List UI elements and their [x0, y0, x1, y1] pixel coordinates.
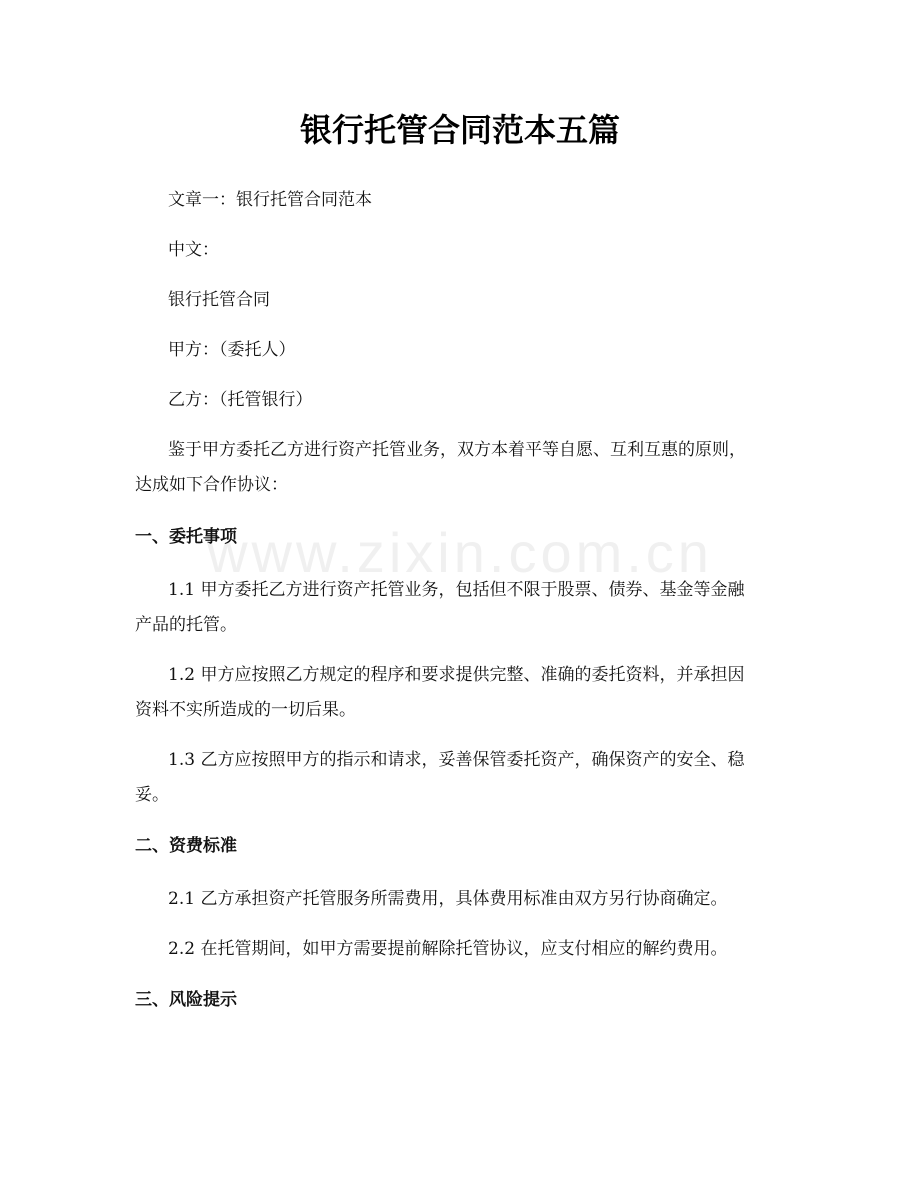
clause-1-2-line-1: 1.2 甲方应按照乙方规定的程序和要求提供完整、准确的委托资料，并承担因 [168, 665, 745, 685]
preamble-line-1: 鉴于甲方委托乙方进行资产托管业务，双方本着平等自愿、互利互惠的原则， [168, 440, 746, 460]
clause-1-3-line-1: 1.3 乙方应按照甲方的指示和请求，妥善保管委托资产，确保资产的安全、稳 [168, 750, 745, 770]
clause-1-2-line-2: 资料不实所造成的一切后果。 [135, 700, 356, 720]
preamble-line-2: 达成如下合作协议： [135, 475, 288, 495]
clause-1-1-line-1: 1.1 甲方委托乙方进行资产托管业务，包括但不限于股票、债券、基金等金融 [168, 580, 745, 600]
clause-2-1: 2.1 乙方承担资产托管服务所需费用，具体费用标准由双方另行协商确定。 [168, 889, 728, 909]
document-title: 银行托管合同范本五篇 [299, 111, 620, 149]
watermark: www.zixin.com.cn [207, 521, 713, 584]
section-heading-2: 二、资费标准 [135, 836, 237, 856]
party-b: 乙方：（托管银行） [168, 390, 313, 410]
section-heading-1: 一、委托事项 [135, 527, 237, 547]
clause-2-2: 2.2 在托管期间，如甲方需要提前解除托管协议，应支付相应的解约费用。 [168, 939, 728, 959]
party-a: 甲方：（委托人） [168, 340, 296, 360]
contract-name: 银行托管合同 [168, 290, 270, 310]
clause-1-1-line-2: 产品的托管。 [135, 615, 237, 635]
article-label: 文章一：银行托管合同范本 [168, 190, 372, 210]
language-label: 中文： [168, 240, 219, 260]
clause-1-3-line-2: 妥。 [135, 785, 169, 805]
section-heading-3: 三、风险提示 [135, 990, 237, 1010]
